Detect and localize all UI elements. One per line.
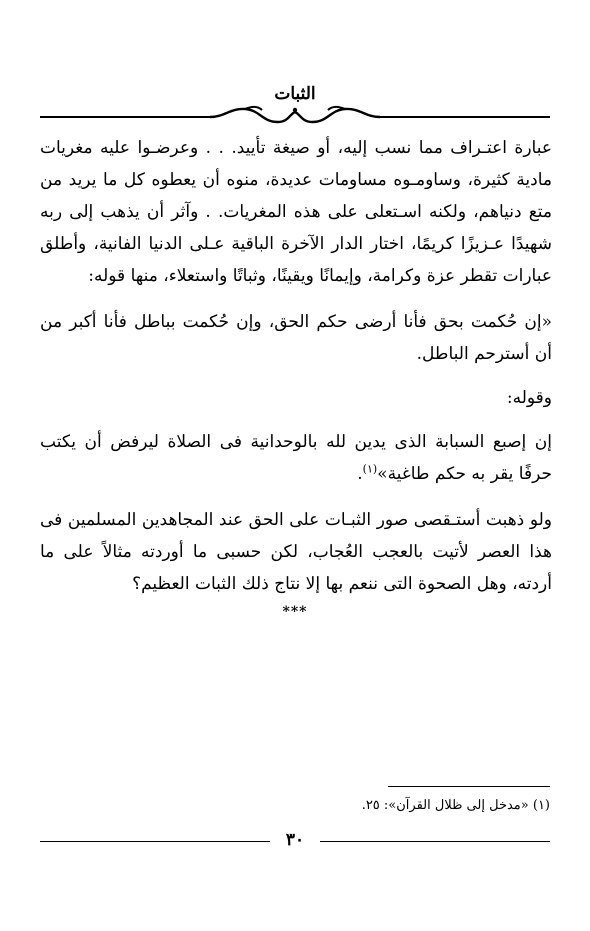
footnote: (١) «مدخل إلى ظلال القرآن»: ٢٥. — [361, 798, 550, 813]
footnote-divider — [388, 786, 550, 787]
sentence-end: . — [357, 464, 363, 484]
footer-rule-right — [320, 841, 550, 842]
quote-paragraph — [40, 426, 552, 490]
running-header — [40, 82, 550, 134]
section-separator: *** — [282, 604, 308, 620]
quote-text: إن إصبع السبابة الذى يدين لله بالوحدانية فى الصلاة ليرفض أن يكتب حرفًا يقر به حكم طاغية» — [40, 432, 552, 484]
page-footer — [40, 830, 550, 854]
footnote-reference[interactable]: (١) — [362, 462, 378, 476]
page-number: ٣٠ — [285, 830, 305, 850]
paragraph: ولو ذهبت أستـقصى صور الثبـات على الحق عند المجاهدين المسلمين فى هذا العصر لأتيت بالعجب العُجاب، لكن حسبى ما أوردته مثالاً على ما أردته، وهل الصحوة التى ننعم بها إلا نتاج ذلك الثبات العظيم؟ — [40, 510, 552, 594]
header-title: الثبات — [274, 84, 316, 104]
header-ornament — [40, 104, 550, 130]
paragraph: وقوله: — [506, 388, 552, 408]
body-text — [40, 132, 552, 600]
paragraph: عبارة اعتـراف مما نسب إليه، أو صيغة تأييد. . . وعرضـوا عليه مغريات مادية كثيرة، وساومـوه مساومات عديدة، منوه أن يعطوه كل ما يريد من متع دنياهم، ولكنه اسـتعلى على هذه المغريات. . وآثر أن يذهب إلى ربه شهيدًا عـزيزًا كريمًا، اختار الدار الآخرة الباقية عـلى الدنيا الفانية، وأطلق عبارات تقطر عزة وكرامة، وإيمانًا ويقينًا، وثباتًا واستعلاء، منها قوله: — [40, 138, 552, 286]
quote-paragraph: «إن حُكمت بحق فأنا أرضى حكم الحق، وإن حُكمت بباطل فأنا أكبر من أن أسترحم الباطل. — [40, 312, 552, 364]
